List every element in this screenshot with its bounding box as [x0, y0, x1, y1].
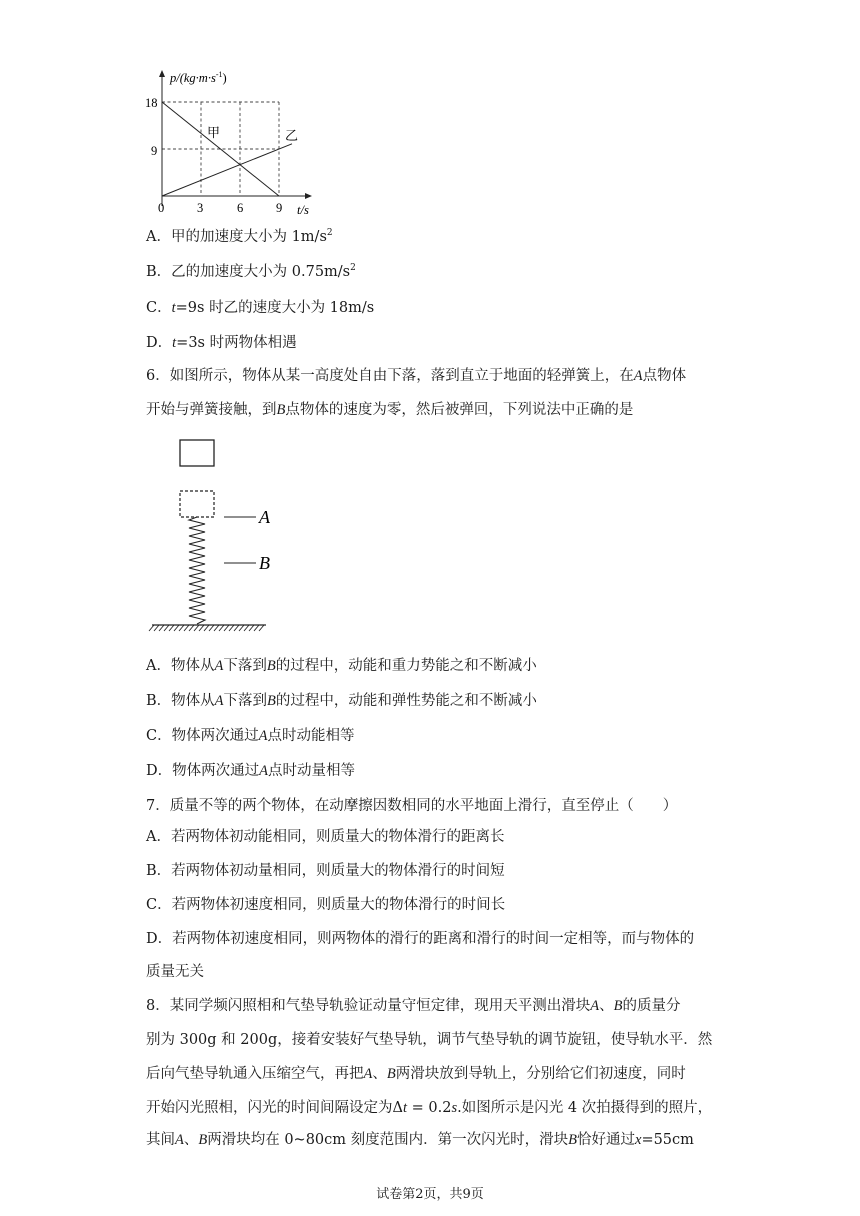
series-label-yi: 乙: [285, 128, 299, 143]
q8-line5: 其间A、B两滑块均在 0~80cm 刻度范围内．第一次闪光时，滑块B恰好通过x=55cm: [146, 1132, 694, 1148]
ground-hatch-stroke: [204, 625, 209, 631]
q6-stem-line1: 6．如图所示，物体从某一高度处自由下落，落到直立于地面的轻弹簧上，在A点物体: [146, 368, 687, 384]
y-axis-arrow: [159, 70, 165, 77]
ground-hatch-stroke: [154, 625, 159, 631]
ground-hatch-stroke: [179, 625, 184, 631]
ground-hatch-stroke: [194, 625, 199, 631]
page-footer: 试卷第2页，共9页: [376, 1187, 484, 1202]
q8-line4: 开始闪光照相，闪光的时间间隔设定为Δt = 0.2s.如图所示是闪光 4 次拍摄得到的照片，: [146, 1100, 713, 1116]
ground-hatch-stroke: [159, 625, 164, 631]
falling-block: [180, 440, 214, 466]
x-axis-label: t/s: [297, 203, 309, 217]
momentum-time-chart: [140, 66, 320, 218]
series-line-yi: [162, 144, 292, 196]
ground-hatch-stroke: [174, 625, 179, 631]
q8-line2: 别为 300g 和 200g，接着安装好气垫导轨，调节气垫导轨的调节旋钮，使导轨水平．然: [146, 1032, 713, 1048]
q7-stem: 7．质量不等的两个物体，在动摩擦因数相同的水平地面上滑行，直至停止（ ）: [146, 798, 678, 814]
y-tick-9: 9: [151, 144, 158, 158]
contact-block-dashed: [180, 491, 214, 517]
ground-hatch-stroke: [219, 625, 224, 631]
ground-hatch-stroke: [184, 625, 189, 631]
series-label-jia: 甲: [207, 125, 221, 140]
y-axis-label-main: p/(kg·m·s: [170, 71, 216, 85]
ground-hatch-stroke: [209, 625, 214, 631]
q6-option-d: D．物体两次通过A点时动量相等: [146, 763, 355, 779]
ground-hatch-stroke: [189, 625, 194, 631]
ground-hatch-stroke: [234, 625, 239, 631]
x-tick-0: 0: [158, 201, 165, 215]
q5-option-d: D．t=3s 时两物体相遇: [146, 335, 297, 351]
ground-hatch-stroke: [249, 625, 254, 631]
y-axis-label: [169, 70, 227, 85]
q5-option-a: A．甲的加速度大小为 $1m/s^2$: [146, 228, 333, 245]
ground-hatch: [149, 625, 264, 631]
q7-option-b: B．若两物体初动量相同，则质量大的物体滑行的时间短: [146, 863, 505, 879]
ground-hatch-stroke: [214, 625, 219, 631]
x-tick-6: 6: [237, 201, 244, 215]
q7-option-d-line2: 质量无关: [146, 964, 204, 980]
y-tick-18: 18: [145, 96, 158, 110]
ground-hatch-stroke: [164, 625, 169, 631]
spring-coil: [189, 517, 205, 624]
ground-hatch-stroke: [149, 625, 154, 631]
ground-hatch-stroke: [199, 625, 204, 631]
spring-figure: [140, 430, 280, 635]
q5-option-b: B．乙的加速度大小为 $0.75m/s^2$: [146, 263, 356, 280]
ground-hatch-stroke: [169, 625, 174, 631]
y-axis-label-close: ): [222, 71, 227, 85]
q6-option-c: C．物体两次通过A点时动能相等: [146, 728, 355, 744]
q6-stem-line2: 开始与弹簧接触，到B点物体的速度为零，然后被弹回，下列说法中正确的是: [146, 402, 634, 418]
q7-option-c: C．若两物体初速度相同，则质量大的物体滑行的时间长: [146, 897, 506, 913]
q7-option-d-line1: D．若两物体初速度相同，则两物体的滑行的距离和滑行的时间一定相等，而与物体的: [146, 931, 695, 947]
q5-option-c: C．t=9s 时乙的速度大小为 18m/s: [146, 300, 375, 316]
ground-hatch-stroke: [224, 625, 229, 631]
q8-line1: 8．某同学频闪照相和气垫导轨验证动量守恒定律，现用天平测出滑块A、B的质量分: [146, 998, 681, 1014]
x-tick-9: 9: [276, 201, 283, 215]
marker-a-label: A: [259, 507, 270, 527]
ground-hatch-stroke: [239, 625, 244, 631]
ground-hatch-stroke: [229, 625, 234, 631]
ground-hatch-stroke: [244, 625, 249, 631]
marker-b-label: B: [259, 553, 270, 573]
y-axis-label-sup: -1: [215, 70, 223, 79]
ground-hatch-stroke: [259, 625, 264, 631]
x-tick-3: 3: [197, 201, 204, 215]
q6-option-b: B．物体从A下落到B的过程中，动能和弹性势能之和不断减小: [146, 693, 537, 709]
ground-hatch-stroke: [254, 625, 259, 631]
x-axis-arrow: [305, 193, 312, 199]
q8-line3: 后向气垫导轨通入压缩空气，再把A、B两滑块放到导轨上，分别给它们初速度，同时: [146, 1066, 686, 1082]
q7-option-a: A．若两物体初动能相同，则质量大的物体滑行的距离长: [146, 829, 505, 845]
q6-option-a: A．物体从A下落到B的过程中，动能和重力势能之和不断减小: [146, 658, 537, 674]
